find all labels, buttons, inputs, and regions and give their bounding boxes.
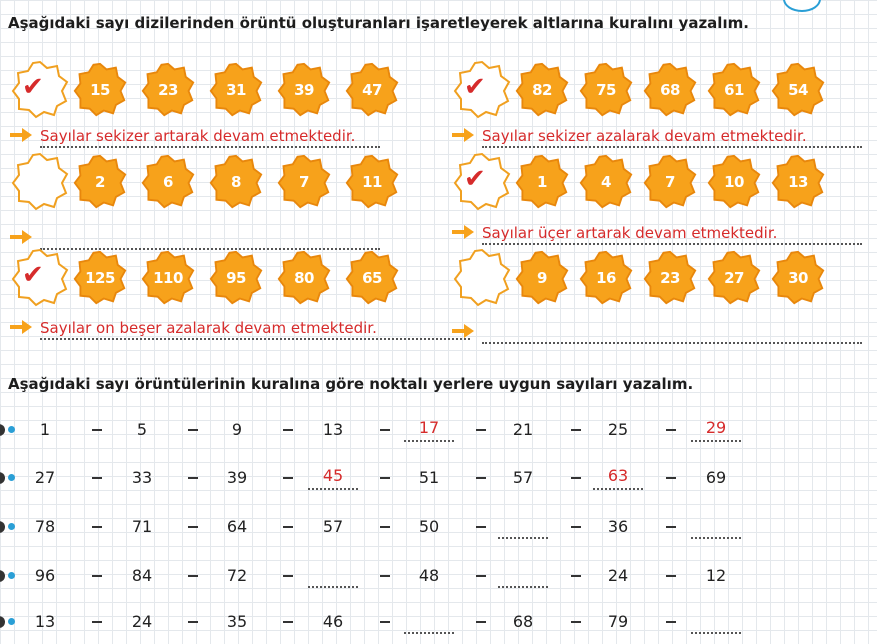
number-star bbox=[514, 154, 570, 210]
sequence-number: 36 bbox=[607, 517, 629, 536]
dash-separator bbox=[92, 575, 102, 577]
arrow-icon bbox=[10, 230, 32, 244]
star-number: 4 bbox=[601, 173, 611, 191]
bullet-icon bbox=[8, 474, 15, 481]
sequence-number: 33 bbox=[131, 468, 153, 487]
number-star bbox=[642, 250, 698, 306]
star-number: 47 bbox=[362, 81, 382, 99]
bullet-icon bbox=[8, 618, 15, 625]
check-box[interactable] bbox=[452, 248, 512, 308]
sequence-number: 39 bbox=[226, 468, 248, 487]
star-number: 7 bbox=[299, 173, 309, 191]
star-number: 13 bbox=[788, 173, 808, 191]
dash-separator bbox=[380, 429, 390, 431]
sequence-number: 1 bbox=[39, 420, 51, 439]
check-box[interactable] bbox=[452, 152, 512, 212]
answer-blank[interactable]: 29 bbox=[691, 418, 741, 442]
number-star bbox=[140, 250, 196, 306]
dash-separator bbox=[666, 621, 676, 623]
sequence-number: 84 bbox=[131, 566, 153, 585]
arrow-icon bbox=[452, 225, 474, 239]
dash-separator bbox=[188, 477, 198, 479]
dash-separator bbox=[92, 429, 102, 431]
number-star bbox=[208, 154, 264, 210]
dash-separator bbox=[188, 526, 198, 528]
star-number: 125 bbox=[85, 269, 115, 287]
sequence-row bbox=[0, 418, 877, 442]
dash-separator bbox=[666, 575, 676, 577]
dash-separator bbox=[571, 621, 581, 623]
arrow-icon bbox=[10, 128, 32, 142]
star-number: 39 bbox=[294, 81, 314, 99]
star-number: 61 bbox=[724, 81, 744, 99]
answer-blank[interactable] bbox=[308, 564, 358, 588]
check-mark-icon: ✔ bbox=[464, 164, 486, 194]
check-box[interactable] bbox=[452, 60, 512, 120]
number-star bbox=[514, 250, 570, 306]
sequence-number: 25 bbox=[607, 420, 629, 439]
sequence-number: 57 bbox=[512, 468, 534, 487]
corner-badge bbox=[783, 0, 821, 12]
page-edge-mark bbox=[0, 521, 5, 533]
star-number: 6 bbox=[163, 173, 173, 191]
star-number: 27 bbox=[724, 269, 744, 287]
sequence-number: 48 bbox=[418, 566, 440, 585]
sequence-number: 21 bbox=[512, 420, 534, 439]
number-star bbox=[140, 154, 196, 210]
dash-separator bbox=[476, 526, 486, 528]
number-star bbox=[72, 250, 128, 306]
page-edge-mark bbox=[0, 472, 5, 484]
number-star bbox=[706, 62, 762, 118]
check-star-outline bbox=[10, 152, 70, 212]
sequence-number: 96 bbox=[34, 566, 56, 585]
number-star bbox=[276, 154, 332, 210]
star-number: 95 bbox=[226, 269, 246, 287]
bullet-icon bbox=[8, 572, 15, 579]
bullet-icon bbox=[8, 523, 15, 530]
star-number: 2 bbox=[95, 173, 105, 191]
sequence-number: 78 bbox=[34, 517, 56, 536]
sequence-number: 72 bbox=[226, 566, 248, 585]
answer-blank[interactable] bbox=[498, 564, 548, 588]
check-box[interactable] bbox=[10, 152, 70, 212]
sequence-row bbox=[0, 564, 877, 588]
number-star bbox=[344, 154, 400, 210]
arrow-icon bbox=[452, 128, 474, 142]
check-mark-icon: ✔ bbox=[22, 72, 44, 102]
number-star bbox=[642, 62, 698, 118]
number-star bbox=[72, 154, 128, 210]
dash-separator bbox=[283, 429, 293, 431]
sequence-number: 5 bbox=[136, 420, 148, 439]
star-number: 16 bbox=[596, 269, 616, 287]
star-number: 8 bbox=[231, 173, 241, 191]
sequence-number: 13 bbox=[34, 612, 56, 631]
number-star bbox=[770, 250, 826, 306]
star-number: 75 bbox=[596, 81, 616, 99]
number-star bbox=[140, 62, 196, 118]
sequence-number: 50 bbox=[418, 517, 440, 536]
dash-separator bbox=[666, 477, 676, 479]
rule-answer-line[interactable] bbox=[482, 322, 862, 344]
number-star bbox=[276, 250, 332, 306]
number-star bbox=[276, 62, 332, 118]
star-number: 23 bbox=[660, 269, 680, 287]
number-star bbox=[770, 154, 826, 210]
sequence-row bbox=[0, 610, 877, 634]
sequence-row bbox=[0, 515, 877, 539]
sequence-row bbox=[0, 466, 877, 490]
number-star bbox=[706, 250, 762, 306]
number-star bbox=[706, 154, 762, 210]
sequence-number: 51 bbox=[418, 468, 440, 487]
check-box[interactable] bbox=[10, 248, 70, 308]
star-number: 110 bbox=[153, 269, 183, 287]
dash-separator bbox=[188, 621, 198, 623]
check-mark-icon: ✔ bbox=[464, 72, 486, 102]
number-star bbox=[344, 250, 400, 306]
section2-title: Aşağıdaki sayı örüntülerinin kuralına göre noktalı yerlere uygun sayıları yazalım. bbox=[8, 375, 694, 393]
bullet-icon bbox=[8, 426, 15, 433]
dash-separator bbox=[92, 477, 102, 479]
star-number: 31 bbox=[226, 81, 246, 99]
star-number: 15 bbox=[90, 81, 110, 99]
arrow-icon bbox=[452, 324, 474, 338]
star-number: 7 bbox=[665, 173, 675, 191]
number-star bbox=[578, 250, 634, 306]
sequence-number: 35 bbox=[226, 612, 248, 631]
sequence-number: 68 bbox=[512, 612, 534, 631]
dash-separator bbox=[283, 621, 293, 623]
star-number: 54 bbox=[788, 81, 808, 99]
check-mark-icon: ✔ bbox=[22, 260, 44, 290]
star-number: 68 bbox=[660, 81, 680, 99]
sequence-number: 79 bbox=[607, 612, 629, 631]
rule-answer-line[interactable]: Sayılar sekizer azalarak devam etmektedir. bbox=[482, 126, 862, 148]
dash-separator bbox=[380, 526, 390, 528]
check-star-outline bbox=[452, 248, 512, 308]
star-number: 30 bbox=[788, 269, 808, 287]
dash-separator bbox=[380, 621, 390, 623]
star-number: 9 bbox=[537, 269, 547, 287]
number-star bbox=[642, 154, 698, 210]
sequence-number: 46 bbox=[322, 612, 344, 631]
check-box[interactable] bbox=[10, 60, 70, 120]
answer-blank[interactable]: 63 bbox=[593, 466, 643, 490]
dash-separator bbox=[283, 575, 293, 577]
number-star bbox=[72, 62, 128, 118]
star-number: 80 bbox=[294, 269, 314, 287]
dash-separator bbox=[188, 429, 198, 431]
number-star bbox=[344, 62, 400, 118]
star-number: 1 bbox=[537, 173, 547, 191]
rule-answer-line[interactable]: Sayılar üçer artarak devam etmektedir. bbox=[482, 223, 862, 245]
sequence-number: 13 bbox=[322, 420, 344, 439]
answer-blank[interactable] bbox=[404, 610, 454, 634]
sequence-number: 24 bbox=[607, 566, 629, 585]
dash-separator bbox=[571, 429, 581, 431]
section1-title: Aşağıdaki sayı dizilerinden örüntü oluşturanları işaretleyerek altlarına kuralını yazalım. bbox=[8, 14, 749, 32]
dash-separator bbox=[476, 575, 486, 577]
star-number: 23 bbox=[158, 81, 178, 99]
dash-separator bbox=[92, 526, 102, 528]
arrow-icon bbox=[10, 320, 32, 334]
dash-separator bbox=[571, 526, 581, 528]
number-star bbox=[208, 250, 264, 306]
rule-answer-line[interactable]: Sayılar on beşer azalarak devam etmektedir. bbox=[40, 318, 470, 340]
rule-answer-line[interactable] bbox=[40, 228, 380, 250]
star-number: 82 bbox=[532, 81, 552, 99]
sequence-number: 9 bbox=[231, 420, 243, 439]
sequence-number: 12 bbox=[705, 566, 727, 585]
dash-separator bbox=[380, 575, 390, 577]
dash-separator bbox=[476, 429, 486, 431]
dash-separator bbox=[380, 477, 390, 479]
sequence-number: 24 bbox=[131, 612, 153, 631]
dash-separator bbox=[666, 526, 676, 528]
sequence-number: 57 bbox=[322, 517, 344, 536]
dash-separator bbox=[476, 621, 486, 623]
number-star bbox=[770, 62, 826, 118]
dash-separator bbox=[571, 477, 581, 479]
star-number: 11 bbox=[362, 173, 382, 191]
dash-separator bbox=[92, 621, 102, 623]
answer-blank[interactable] bbox=[498, 515, 548, 539]
page-edge-mark bbox=[0, 616, 5, 628]
number-star bbox=[578, 154, 634, 210]
number-star bbox=[208, 62, 264, 118]
star-number: 10 bbox=[724, 173, 744, 191]
sequence-number: 64 bbox=[226, 517, 248, 536]
dash-separator bbox=[188, 575, 198, 577]
dash-separator bbox=[283, 526, 293, 528]
sequence-number: 71 bbox=[131, 517, 153, 536]
number-star bbox=[514, 62, 570, 118]
page-edge-mark bbox=[0, 424, 5, 436]
dash-separator bbox=[571, 575, 581, 577]
dash-separator bbox=[476, 477, 486, 479]
sequence-number: 69 bbox=[705, 468, 727, 487]
sequence-number: 27 bbox=[34, 468, 56, 487]
answer-blank[interactable]: 17 bbox=[404, 418, 454, 442]
answer-blank[interactable]: 45 bbox=[308, 466, 358, 490]
dash-separator bbox=[666, 429, 676, 431]
page-edge-mark bbox=[0, 570, 5, 582]
answer-blank[interactable] bbox=[691, 610, 741, 634]
rule-answer-line[interactable]: Sayılar sekizer artarak devam etmektedir. bbox=[40, 126, 380, 148]
dash-separator bbox=[283, 477, 293, 479]
star-number: 65 bbox=[362, 269, 382, 287]
answer-blank[interactable] bbox=[691, 515, 741, 539]
number-star bbox=[578, 62, 634, 118]
